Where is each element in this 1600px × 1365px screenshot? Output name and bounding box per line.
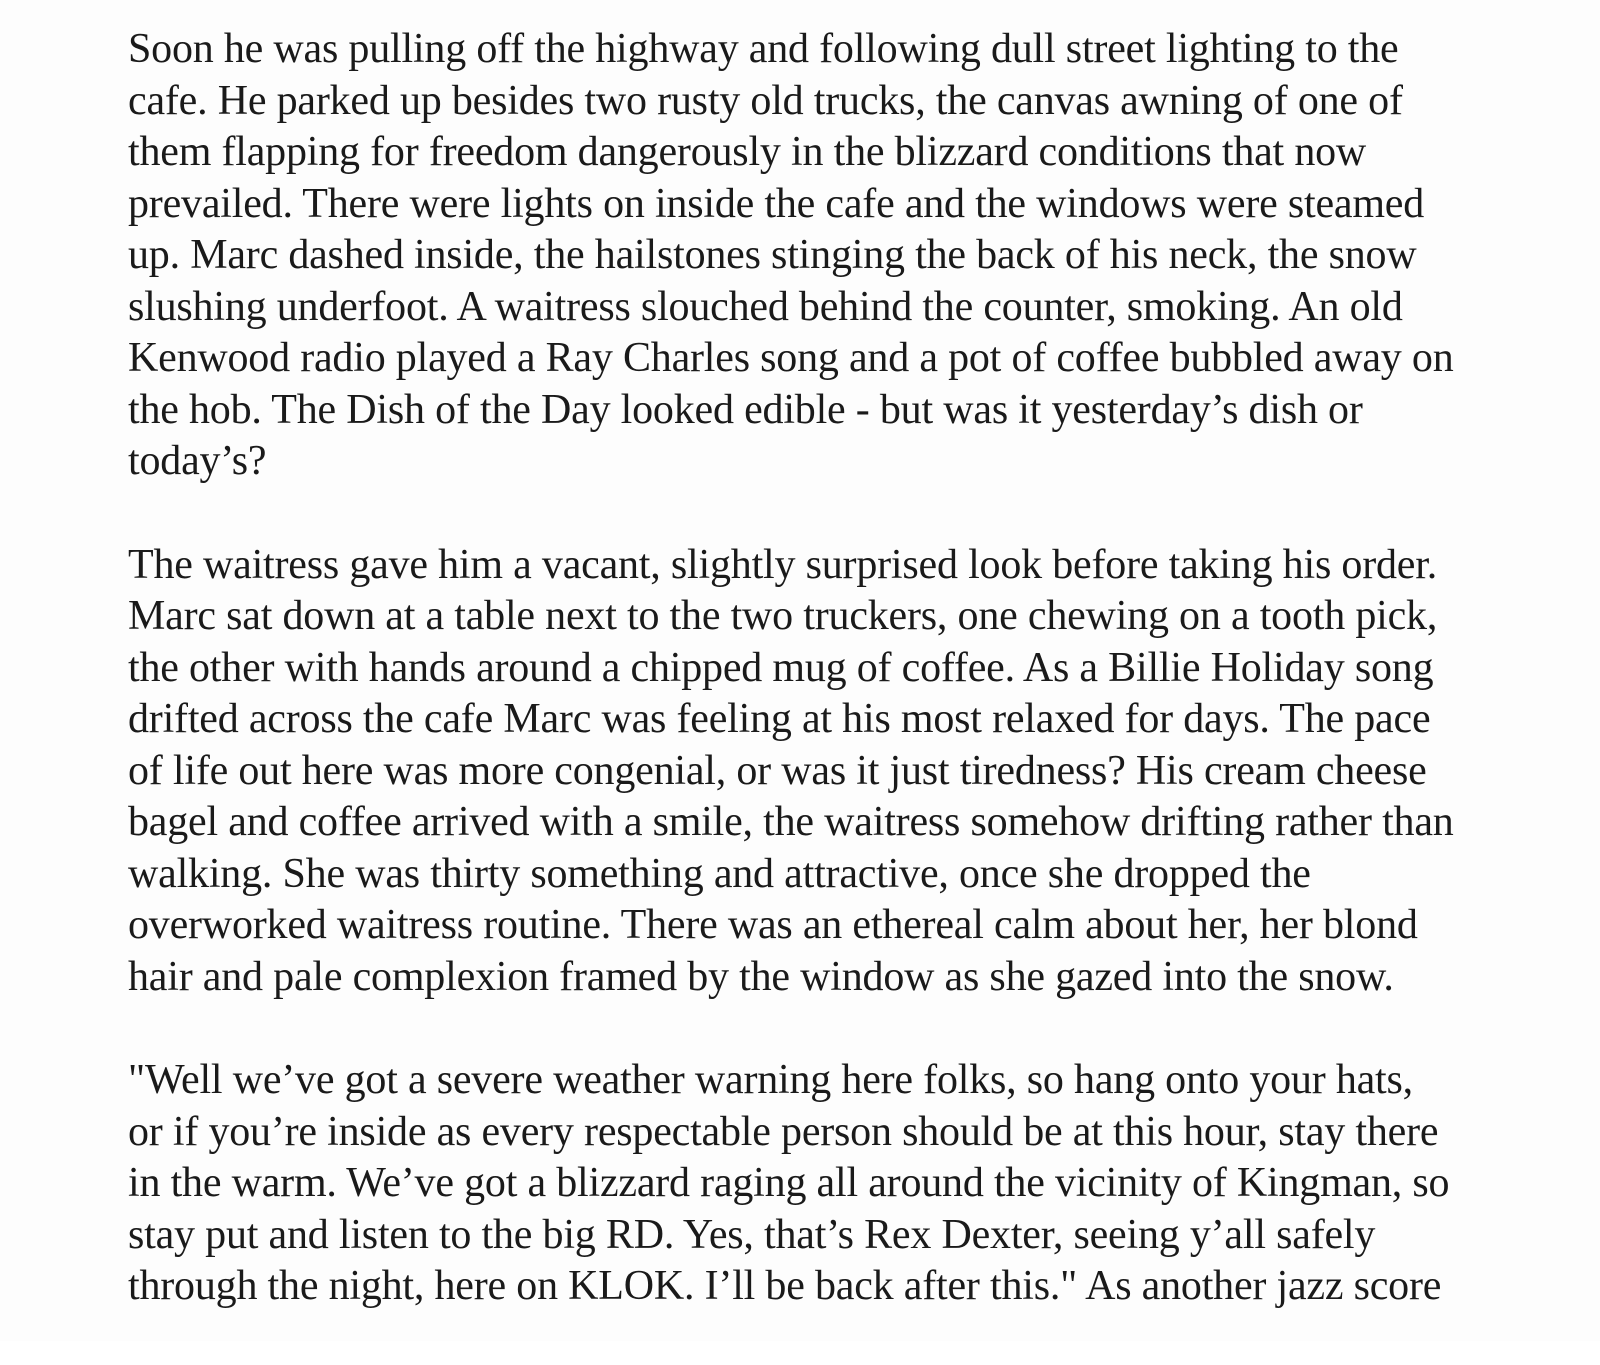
text-line: the other with hands around a chipped mug of coffee. As a Billie Holiday song bbox=[128, 644, 1434, 691]
text-line: walking. She was thirty something and attractive, once she dropped the bbox=[128, 850, 1311, 897]
paragraph-2 bbox=[128, 540, 1568, 1004]
text-line: of life out here was more congenial, or was it just tiredness? His cream cheese bbox=[128, 747, 1427, 794]
text-line: drifted across the cafe Marc was feeling at his most relaxed for days. The pace bbox=[128, 696, 1431, 742]
text-line: Marc sat down at a table next to the two truckers, one chewing on a tooth pick, bbox=[128, 593, 1438, 639]
text-line: bagel and coffee arrived with a smile, the waitress somehow drifting rather than bbox=[128, 799, 1454, 845]
text-line: in the warm. We’ve got a blizzard raging all around the vicinity of Kingman, so bbox=[128, 1160, 1450, 1206]
text-line: the hob. The Dish of the Day looked edible - but was it yesterday’s dish or bbox=[128, 386, 1363, 433]
body-text bbox=[128, 24, 1568, 1365]
text-line: slushing underfoot. A waitress slouched behind the counter, smoking. An old bbox=[128, 283, 1403, 330]
text-line: through the night, here on KLOK. I’ll be back after this." As another jazz score bbox=[128, 1263, 1442, 1309]
text-line: Kenwood radio played a Ray Charles song and a pot of coffee bubbled away on bbox=[128, 335, 1454, 381]
paragraph-3 bbox=[128, 1055, 1568, 1313]
text-line: overworked waitress routine. There was an ethereal calm about her, her blond bbox=[128, 902, 1418, 948]
text-line: today’s? bbox=[128, 438, 267, 484]
text-line: up. Marc dashed inside, the hailstones stinging the back of his neck, the snow bbox=[128, 232, 1417, 278]
text-line: them flapping for freedom dangerously in the blizzard conditions that now bbox=[128, 129, 1367, 175]
text-line: hair and pale complexion framed by the window as she gazed into the snow. bbox=[128, 953, 1394, 1000]
text-line: prevailed. There were lights on inside the cafe and the windows were steamed bbox=[128, 180, 1425, 227]
text-line: The waitress gave him a vacant, slightly surprised look before taking his order. bbox=[128, 541, 1437, 588]
text-line: Soon he was pulling off the highway and following dull street lighting to the bbox=[128, 26, 1399, 72]
text-line: or if you’re inside as every respectable person should be at this hour, stay there bbox=[128, 1108, 1439, 1155]
text-line: "Well we’ve got a severe weather warning here folks, so hang onto your hats, bbox=[128, 1057, 1413, 1103]
text-line: stay put and listen to the big RD. Yes, that’s Rex Dexter, seeing y’all safely bbox=[128, 1211, 1376, 1258]
text-line: cafe. He parked up besides two rusty old trucks, the canvas awning of one of bbox=[128, 77, 1403, 124]
paragraph-1 bbox=[128, 24, 1568, 488]
